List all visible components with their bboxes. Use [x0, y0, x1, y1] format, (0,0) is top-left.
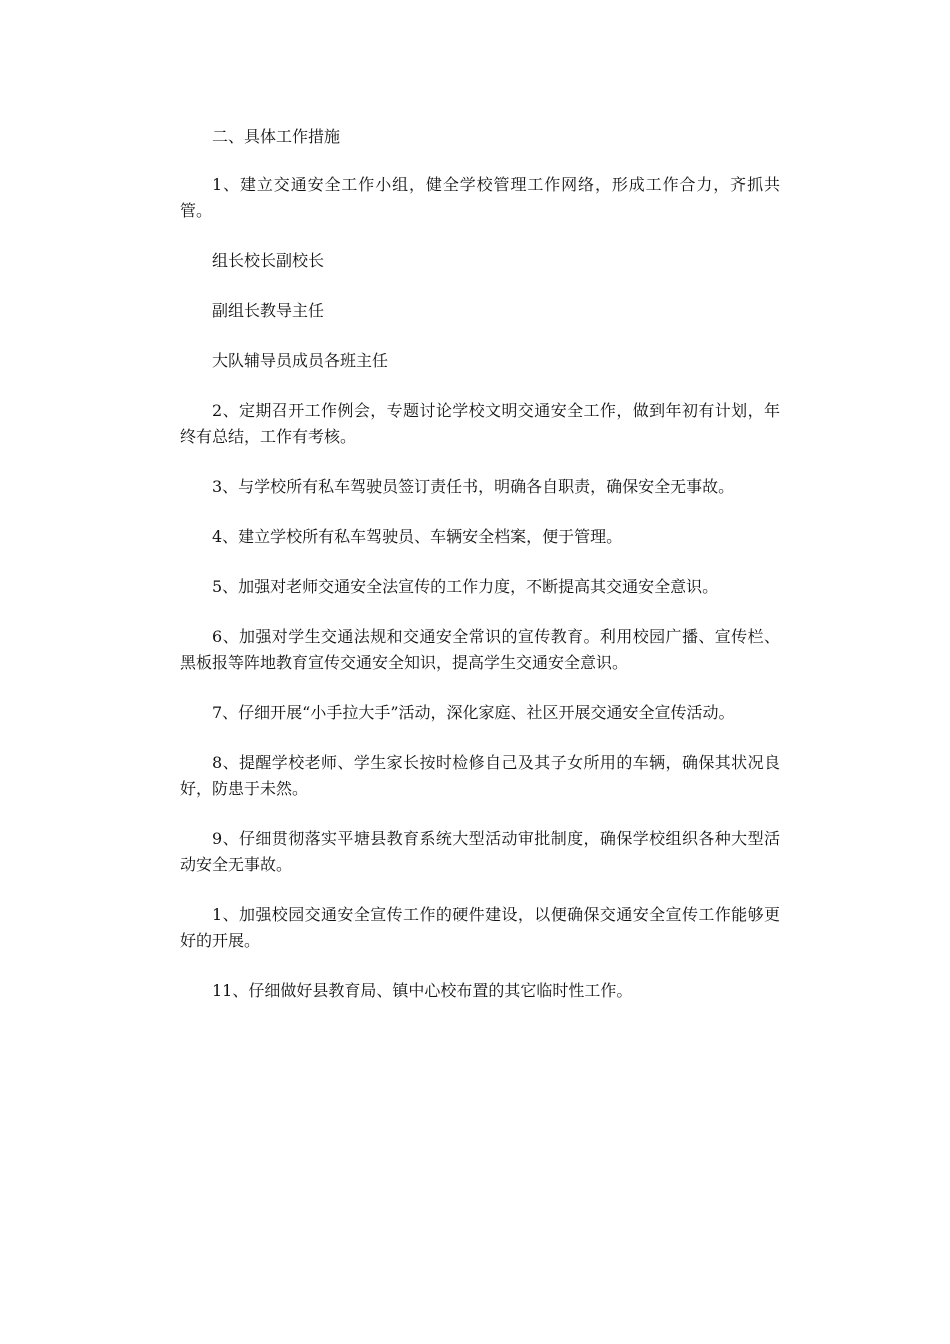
document-body — [180, 124, 780, 1028]
paragraph-7: 7、仔细开展“小手拉大手”活动，深化家庭、社区开展交通安全宣传活动。 — [212, 703, 735, 722]
paragraph-members: 大队辅导员成员各班主任 — [212, 351, 389, 370]
paragraph-11: 11、仔细做好县教育局、镇中心校布置的其它临时性工作。 — [212, 981, 633, 1000]
paragraph-deputy-leader: 副组长教导主任 — [212, 301, 325, 320]
paragraph-10: 1、加强校园交通安全宣传工作的硬件建设，以便确保交通安全宣传工作能够更好的开展。 — [180, 905, 780, 950]
paragraph-5: 5、加强对老师交通安全法宣传的工作力度，不断提高其交通安全意识。 — [212, 577, 719, 596]
paragraph-8: 8、提醒学校老师、学生家长按时检修自己及其子女所用的车辆，确保其状况良好，防患于未然。 — [180, 753, 780, 798]
paragraph-3: 3、与学校所有私车驾驶员签订责任书，明确各自职责，确保安全无事故。 — [212, 477, 735, 496]
section-heading: 二、具体工作措施 — [212, 127, 341, 146]
paragraph-group-leader: 组长校长副校长 — [212, 251, 325, 270]
paragraph-6: 6、加强对学生交通法规和交通安全常识的宣传教育。利用校园广播、宣传栏、黑板报等阵地教育宣传交通安全知识，提高学生交通安全意识。 — [180, 627, 780, 672]
paragraph-1: 1、建立交通安全工作小组，健全学校管理工作网络，形成工作合力，齐抓共管。 — [180, 175, 780, 220]
paragraph-4: 4、建立学校所有私车驾驶员、车辆安全档案，便于管理。 — [212, 527, 623, 546]
paragraph-2: 2、定期召开工作例会，专题讨论学校文明交通安全工作，做到年初有计划，年终有总结，工作有考核。 — [180, 401, 780, 446]
paragraph-9: 9、仔细贯彻落实平塘县教育系统大型活动审批制度，确保学校组织各种大型活动安全无事故。 — [180, 829, 780, 874]
